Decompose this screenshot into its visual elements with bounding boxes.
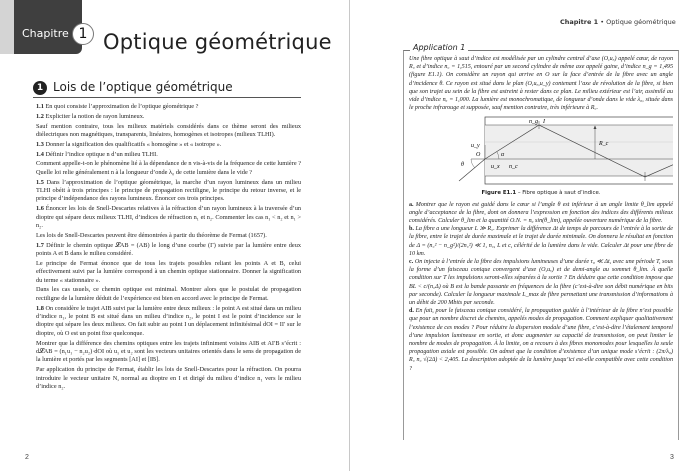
- svg-text:R_c: R_c: [599, 141, 609, 148]
- svg-text:u_y: u_y: [471, 143, 480, 150]
- paragraph: 1.5 Dans l’approximation de l’optique géométrique, la marche d’un rayon lumineux dans un milieu TLHI obéit à trois principes : le principe de propagation rectiligne, le principe du retour inverse, et le principe d’indépendance des rayons lumineux. Énoncer ces trois principes.: [36, 178, 301, 203]
- question-list: [409, 201, 673, 373]
- optical-fiber-diagram: [409, 115, 673, 187]
- paragraph: 1.2 Expliciter la notion de rayon lumineux.: [36, 112, 145, 120]
- application-title: Application 1: [410, 43, 468, 52]
- paragraph: 1.6 Énoncer les lois de Snell-Descartes relatives à la réfraction d’un rayon lumineux à la traversée d’un dioptre qui sépare deux milieux TLHI, d’indices de réfraction n₁ et n₂. Commenter les cas n₁ < n₂ et n₁ > n₂.: [36, 205, 301, 230]
- question-item: b. La fibre a une longueur L ≫ R꜀. Exprimer la différence Δt de temps de parcours de l’entrée à la sortie de la fibre, entre le trajet de durée maximale et le trajet de durée minimale. On donnera le résultat en fonction de Δ = (n꜀² − n_g²)/(2n꜀²) ≪ 1, n꜀, L et c, célérité de la lumière dans le vide. Calculer Δt pour une fibre de 10 km.: [409, 226, 673, 257]
- page-number-right: 3: [670, 454, 674, 461]
- paragraph: Dans les cas usuels, ce chemin optique est minimal. Montrer alors que le postulat de propagation rectiligne de la lumière déduit de l’expérience est bien en accord avec le principe de Fermat.: [36, 286, 301, 302]
- chapter-tab-edge: [0, 0, 14, 54]
- page-gutter: [349, 0, 350, 471]
- svg-text:I: I: [543, 119, 545, 126]
- application-body: [409, 55, 673, 373]
- figure-caption: Figure E1.1 – Fibre optique à saut d’indice.: [481, 190, 601, 197]
- svg-text:u_x: u_x: [491, 164, 500, 171]
- question-item: d. En fait, pour le faisceau conique considéré, la propagation guidée à l’intérieur de la fibre n’est possible que pour un nombre discret de chemins, appelés modes de propagation. Comment expliquer qualitativement l’existence de ces modes ? Pour réduire la dispersion modale d’une fibre, c’est-à-dire l’étalement temporel d’une impulsion lumineuse en sortie, et donc augmenter sa capacité de transmission, on peut limiter le nombre de modes de propagation. À la limite, on a recours à des fibres monomodes pour lesquelles la seule propagation axiale est possible. On admet que la condition d’existence d’un unique mode s’écrit : (2π/λ₀) R꜀ n꜀ √(2Δ) < 2,405. La description adoptée de la lumière jusqu’ici est-elle compatible avec cette condition ?: [409, 308, 673, 372]
- paragraph: 1.3 Donner la signification des qualificatifs « homogène » et « isotrope ».: [36, 140, 222, 148]
- section-header: [33, 80, 301, 98]
- paragraph: Comment appelle-t-on le phénomène lié à la dépendance de n vis-à-vis de la fréquence de cette lumière ? Quelle loi relie généralement n à la longueur d’onde λ₀ de cette lumière dans le vide ?: [36, 160, 301, 176]
- section-number-badge: 1: [33, 81, 47, 95]
- question-item: c. On injecte à l’entrée de la fibre des impulsions lumineuses d’une durée τ₀ ≪ Δt, avec une période T, sous la forme d’un faisceau conique convergent d’axe (O,uₓ) et de demi-angle au sommet θ_lim. À quelle condition sur T les impulsions seront-elles séparées à la sortie ? En déduire que cette condition impose que BL < c/(n꜀Δ) où B est la bande passante en fréquences de la fibre (c’est-à-dire son débit numérique en bits par seconde). Calculer la longueur maximale L_max de fibre permettant une transmission d’informations à un débit de 200 Mbits par seconde.: [409, 259, 673, 307]
- paragraph: 1.8 On considère le trajet AIB suivi par la lumière entre deux milieux : le point A est situé dans un milieu d’indice n₁, le point B est situé dans un milieu d’indice n₂, le point I est le point d’incidence sur le dioptre qui sépare les deux milieux. On fait subir au point I un déplacement infinitésimal dOI = II′ sur le dioptre, où O est un point fixe quelconque.: [36, 304, 301, 337]
- chapter-title: Optique géométrique: [103, 30, 332, 54]
- question-item: a. Montrer que le rayon est guidé dans le cœur si l’angle θ est inférieur à un angle limite θ_lim appelé angle d’acceptance de la fibre, dont on donnera l’expression en fonction des indices des différents milieux considérés. Calculer θ_lim et la quantité O.N. = nₐ sin(θ_lim), appelée ouverture numérique de la fibre.: [409, 201, 673, 225]
- paragraph: Sauf mention contraire, tous les milieux matériels considérés dans ce thème seront des milieux diélectriques non magnétiques, transparents, linéaires, homogènes et isotropes (milieux TLHI).: [36, 122, 301, 138]
- paragraph: 1.4 Définir l’indice optique n d’un milieu TLHI.: [36, 150, 158, 158]
- svg-text:n_c: n_c: [509, 164, 518, 171]
- application-intro: Une fibre optique à saut d’indice est modélisée par un cylindre central d’axe (O,uₓ) appelé cœur, de rayon R꜀ et d’indice n꜀ = 1,515, entouré par un second cylindre de même axe appelé gaine, d’indice n_g = 1,495 (figure E1.1). On considère un rayon qui arrive en O sur la face d’entrée de la fibre avec un angle d’incidence θ. Ce rayon est situé dans le plan (O,uₓ,u_y) contenant l’axe de révolution de la fibre, si bien que son trajet au sein de la fibre est astreint à rester dans ce plan. Le milieu extérieur est l’air, assimilé au vide d’indice nₐ = 1,000. La lumière est monochromatique, de longueur d’onde dans le vide λ₀, située dans le proche infrarouge et supposée, sauf mention contraire, très inférieure à R꜀.: [409, 56, 673, 112]
- fiber-figure: [409, 115, 673, 187]
- svg-text:α: α: [501, 152, 505, 159]
- section-title: Lois de l’optique géométrique: [53, 80, 233, 94]
- paragraph: Les lois de Snell-Descartes peuvent être démontrées à partir du théorème de Fermat (1657).: [36, 231, 267, 239]
- paragraph: Par application du principe de Fermat, établir les lois de Snell-Descartes pour la réfraction. On pourra introduire le vecteur unitaire N, normal au dioptre en I et dirigé du milieu d’indice n₁ vers le milieu d’indice n₂.: [36, 366, 301, 391]
- paragraph: Montrer que la différence des chemins optiques entre les trajets infiniment voisins AIB et AI′B s’écrit : d𝓛AB = (n₁u₁ − n₂u₂)·dOI où u₁ et u₂ sont les vecteurs unitaires orientés dans le sens de propagation de la lumière et portés par les segments [AI] et [IB].: [36, 339, 301, 364]
- page-number-left: 2: [25, 454, 29, 461]
- paragraph: 1.7 Définir le chemin optique 𝓛AB = (AB) le long d’une courbe (Γ) suivie par la lumière entre deux points A et B dans le milieu considéré.: [36, 241, 301, 258]
- running-head: Chapitre 1 • Optique géométrique: [560, 18, 676, 26]
- chapter-label: Chapitre: [22, 27, 69, 40]
- svg-text:O: O: [476, 152, 481, 159]
- paragraph: Le principe de Fermat énonce que de tous les trajets possibles reliant les points A et B, celui effectivement suivi par la lumière correspond à un chemin optique stationnaire. Donner la signification du terme « stationnaire ».: [36, 259, 301, 284]
- paragraph: 1.1 En quoi consiste l’approximation de l’optique géométrique ?: [36, 103, 199, 110]
- chapter-number-badge: 1: [72, 23, 94, 45]
- exercise-body: [36, 103, 301, 393]
- svg-text:n_g: n_g: [529, 119, 538, 126]
- svg-text:θ: θ: [461, 162, 464, 169]
